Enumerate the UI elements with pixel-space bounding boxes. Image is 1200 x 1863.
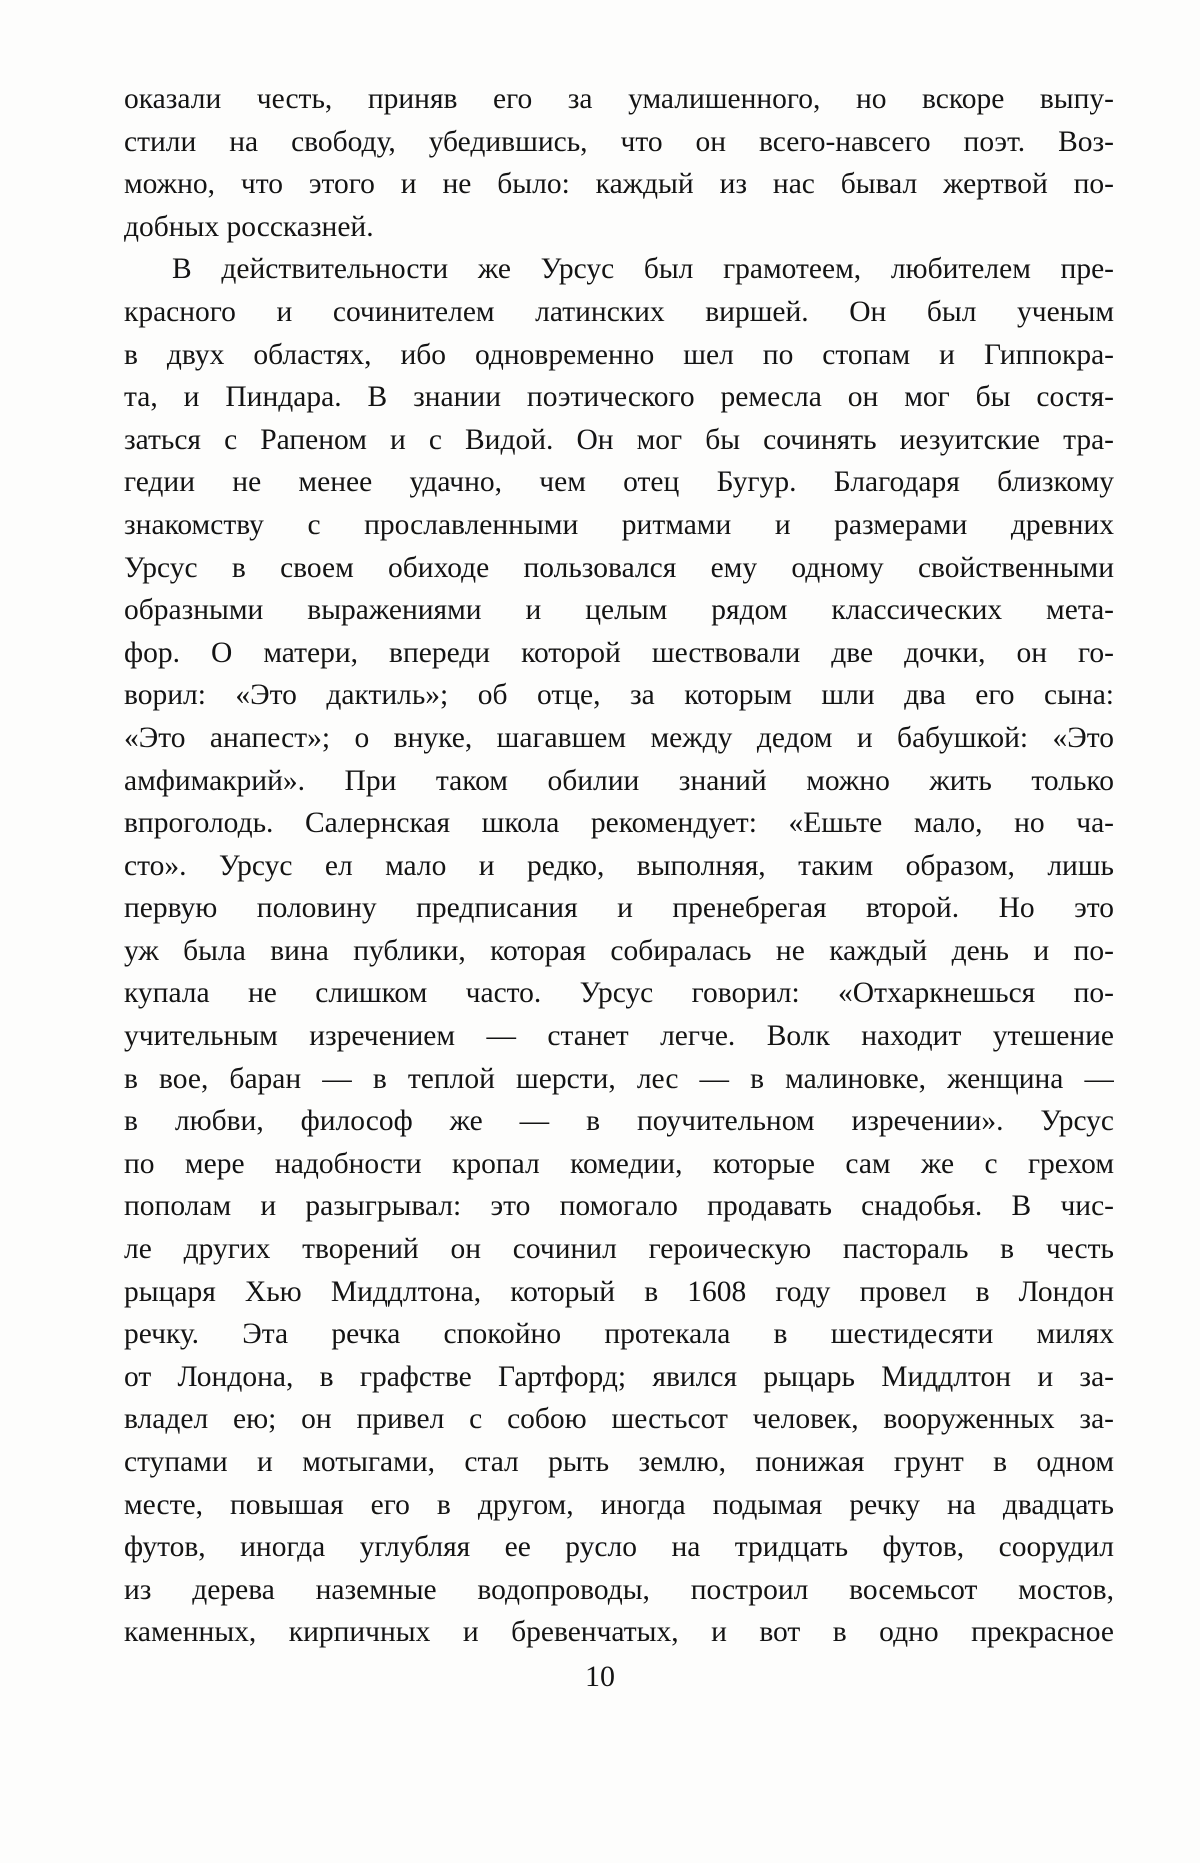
text-line: знакомству с прославленными ритмами и размерами древних <box>124 508 1114 541</box>
text-line: сто». Урсус ел мало и редко, выполняя, таким образом, лишь <box>124 849 1114 882</box>
text-line: можно, что этого и не было: каждый из нас бывал жертвой по- <box>124 168 1114 201</box>
text-line: стили на свободу, убедившись, что он всего-навсего поэт. Воз- <box>124 125 1114 158</box>
text-line: оказали честь, приняв его за умалишенного, но вскоре выпу- <box>124 83 1114 115</box>
text-line: из дерева наземные водопроводы, построил восемьсот мостов, <box>124 1573 1114 1606</box>
text-line: рыцаря Хью Миддлтона, который в 1608 году провел в Лондон <box>124 1275 1114 1308</box>
text-line: Урсус в своем обиходе пользовался ему одному свойственными <box>124 551 1114 584</box>
paragraph <box>124 78 1114 248</box>
paragraph <box>124 248 1114 1654</box>
text-line: ворил: «Это дактиль»; об отце, за которым шли два его сына: <box>124 679 1114 712</box>
text-line: ле других творений он сочинил героическую пастораль в честь <box>124 1233 1114 1266</box>
text-line: купала не слишком часто. Урсус говорил: «Отхаркнешься по- <box>124 977 1114 1010</box>
text-line: каменных, кирпичных и бревенчатых, и вот в одно прекрасное <box>124 1616 1114 1649</box>
text-line: пополам и разыгрывал: это помогало продавать снадобья. В чис- <box>124 1190 1114 1223</box>
text-line: образными выражениями и целым рядом классических мета- <box>124 594 1114 627</box>
body-text <box>124 78 1114 1654</box>
text-line: в двух областях, ибо одновременно шел по стопам и Гиппокра- <box>124 338 1114 371</box>
text-line: «Это анапест»; о внуке, шагавшем между дедом и бабушкой: «Это <box>124 721 1114 754</box>
text-line: по мере надобности кропал комедии, которые сам же с грехом <box>124 1147 1114 1180</box>
text-line: футов, иногда углубляя ее русло на тридцать футов, соорудил <box>124 1531 1114 1564</box>
text-line: ступами и мотыгами, стал рыть землю, понижая грунт в одном <box>124 1446 1114 1478</box>
text-line: В действительности же Урсус был грамотеем, любителем пре- <box>172 253 1114 286</box>
text-line: фор. О матери, впереди которой шествовали две дочки, он го- <box>124 636 1114 669</box>
text-line: учительным изречением — станет легче. Волк находит утешение <box>124 1020 1114 1053</box>
text-line: добных россказней. <box>124 210 374 243</box>
text-line: амфимакрий». При таком обилии знаний можно жить только <box>124 764 1114 797</box>
text-line: месте, повышая его в другом, иногда подымая речку на двадцать <box>124 1488 1114 1521</box>
page-number: 10 <box>585 1660 615 1693</box>
text-line: в любви, философ же — в поучительном изречении». Урсус <box>124 1105 1114 1138</box>
text-line: в вое, баран — в теплой шерсти, лес — в малиновке, женщина — <box>124 1062 1114 1095</box>
text-line: красного и сочинителем латинских виршей. Он был ученым <box>124 295 1114 328</box>
text-line: заться с Рапеном и с Видой. Он мог бы сочинять иезуитские тра- <box>124 423 1114 456</box>
text-line: владел ею; он привел с собою шестьсот человек, вооруженных за- <box>124 1403 1114 1436</box>
text-line: первую половину предписания и пренебрегая второй. Но это <box>124 892 1114 925</box>
text-line: гедии не менее удачно, чем отец Бугур. Благодаря близкому <box>124 466 1114 499</box>
text-line: уж была вина публики, которая собиралась не каждый день и по- <box>124 934 1114 967</box>
text-line: та, и Пиндара. В знании поэтического ремесла он мог бы состя- <box>124 381 1114 414</box>
text-line: от Лондона, в графстве Гартфорд; явился рыцарь Миддлтон и за- <box>124 1360 1114 1393</box>
text-line: впроголодь. Салернская школа рекомендует: «Ешьте мало, но ча- <box>124 807 1114 840</box>
text-line: речку. Эта речка спокойно протекала в шестидесяти милях <box>124 1318 1114 1351</box>
